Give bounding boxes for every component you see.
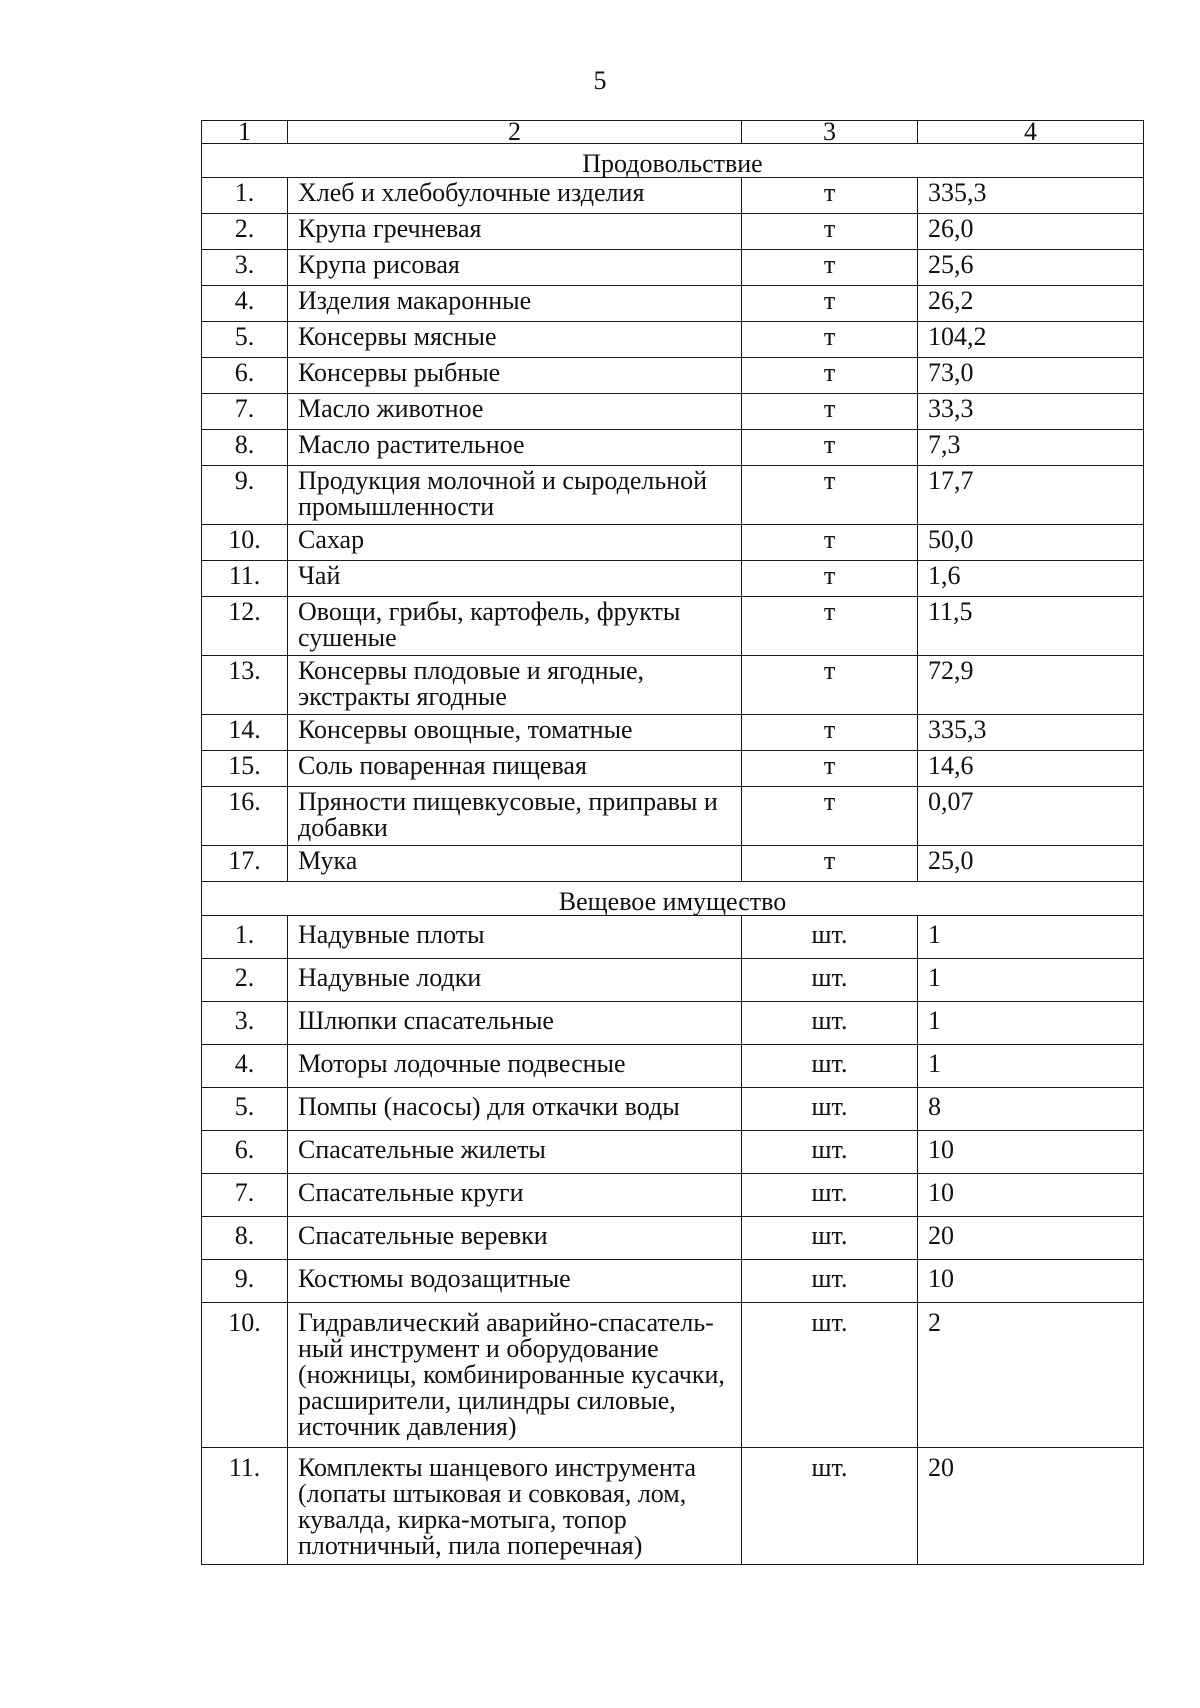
item-unit: т — [742, 846, 918, 882]
row-number: 14. — [202, 715, 288, 751]
item-name: Консервы плодовые и ягодные, экстракты ягодные — [288, 656, 742, 715]
table-row — [202, 430, 1144, 466]
item-unit: т — [742, 214, 918, 250]
item-quantity: 20 — [918, 1217, 1144, 1260]
item-name: Консервы рыбные — [288, 358, 742, 394]
item-quantity: 73,0 — [918, 358, 1144, 394]
item-unit: т — [742, 751, 918, 787]
row-number: 5. — [202, 1088, 288, 1131]
table-row — [202, 597, 1144, 656]
item-name: Крупа гречневая — [288, 214, 742, 250]
row-number: 2. — [202, 214, 288, 250]
item-name: Масло животное — [288, 394, 742, 430]
item-name: Сахар — [288, 525, 742, 561]
table-row — [202, 751, 1144, 787]
item-unit: т — [742, 787, 918, 846]
row-number: 12. — [202, 597, 288, 656]
item-quantity: 104,2 — [918, 322, 1144, 358]
row-number: 3. — [202, 1002, 288, 1045]
table-row — [202, 656, 1144, 715]
item-unit: т — [742, 597, 918, 656]
item-unit: т — [742, 561, 918, 597]
item-quantity: 1 — [918, 1002, 1144, 1045]
item-quantity: 8 — [918, 1088, 1144, 1131]
table-row — [202, 787, 1144, 846]
row-number: 4. — [202, 286, 288, 322]
item-quantity: 25,0 — [918, 846, 1144, 882]
item-name: Консервы мясные — [288, 322, 742, 358]
item-quantity: 335,3 — [918, 715, 1144, 751]
table-row — [202, 1002, 1144, 1045]
table-row — [202, 715, 1144, 751]
item-name: Продукция молочной и сыродельной промышленности — [288, 466, 742, 525]
item-name: Овощи, грибы, картофель, фрукты сушеные — [288, 597, 742, 656]
row-number: 9. — [202, 1260, 288, 1303]
column-number: 3 — [742, 121, 918, 144]
table-row — [202, 1217, 1144, 1260]
table-row — [202, 916, 1144, 959]
item-quantity: 10 — [918, 1174, 1144, 1217]
item-unit: шт. — [742, 1002, 918, 1045]
table-row — [202, 322, 1144, 358]
supply-table — [201, 117, 1144, 1565]
row-number: 1. — [202, 916, 288, 959]
item-unit: т — [742, 430, 918, 466]
item-unit: шт. — [742, 959, 918, 1002]
item-name: Комплекты шанцевого инструмента (лопаты штыковая и совковая, лом, кувалда, кирка-мотыга, топор плотничный, пила поперечная) — [288, 1448, 742, 1565]
item-unit: т — [742, 286, 918, 322]
item-name: Масло растительное — [288, 430, 742, 466]
row-number: 8. — [202, 1217, 288, 1260]
table-row — [202, 1174, 1144, 1217]
item-quantity: 20 — [918, 1448, 1144, 1565]
item-unit: шт. — [742, 1448, 918, 1565]
item-quantity: 10 — [918, 1131, 1144, 1174]
item-quantity: 11,5 — [918, 597, 1144, 656]
item-name: Пряности пищевкусовые, приправы и добавки — [288, 787, 742, 846]
item-name: Моторы лодочные подвесные — [288, 1045, 742, 1088]
item-name: Шлюпки спасательные — [288, 1002, 742, 1045]
item-quantity: 72,9 — [918, 656, 1144, 715]
item-unit: шт. — [742, 1217, 918, 1260]
item-unit: т — [742, 715, 918, 751]
row-number: 10. — [202, 525, 288, 561]
item-unit: шт. — [742, 1131, 918, 1174]
row-number: 5. — [202, 322, 288, 358]
column-number-row — [202, 121, 1144, 144]
row-number: 11. — [202, 1448, 288, 1565]
row-number: 6. — [202, 358, 288, 394]
item-quantity: 1,6 — [918, 561, 1144, 597]
row-number: 7. — [202, 394, 288, 430]
column-number: 1 — [202, 121, 288, 144]
item-unit: шт. — [742, 1260, 918, 1303]
item-quantity: 1 — [918, 959, 1144, 1002]
table-row — [202, 1131, 1144, 1174]
item-name: Изделия макаронные — [288, 286, 742, 322]
table-row — [202, 1045, 1144, 1088]
table-row — [202, 1448, 1144, 1565]
item-quantity: 335,3 — [918, 178, 1144, 214]
page-number: 5 — [593, 66, 607, 95]
item-quantity: 33,3 — [918, 394, 1144, 430]
row-number: 2. — [202, 959, 288, 1002]
section-header-row — [202, 882, 1144, 916]
item-name: Крупа рисовая — [288, 250, 742, 286]
table-row — [202, 394, 1144, 430]
item-name: Спасательные круги — [288, 1174, 742, 1217]
item-quantity: 10 — [918, 1260, 1144, 1303]
section-title: Вещевое имущество — [202, 882, 1144, 916]
item-name: Консервы овощные, томатные — [288, 715, 742, 751]
item-quantity: 25,6 — [918, 250, 1144, 286]
item-unit: шт. — [742, 1045, 918, 1088]
item-name: Надувные лодки — [288, 959, 742, 1002]
item-name: Спасательные жилеты — [288, 1131, 742, 1174]
item-unit: т — [742, 525, 918, 561]
item-quantity: 2 — [918, 1303, 1144, 1448]
item-unit: шт. — [742, 1174, 918, 1217]
row-number: 15. — [202, 751, 288, 787]
table-row — [202, 178, 1144, 214]
table-row — [202, 358, 1144, 394]
item-unit: т — [742, 322, 918, 358]
row-number: 6. — [202, 1131, 288, 1174]
row-number: 9. — [202, 466, 288, 525]
item-quantity: 1 — [918, 916, 1144, 959]
item-quantity: 0,07 — [918, 787, 1144, 846]
item-unit: т — [742, 466, 918, 525]
table-row — [202, 214, 1144, 250]
item-quantity: 26,0 — [918, 214, 1144, 250]
section-title: Продовольствие — [202, 144, 1144, 178]
item-unit: т — [742, 656, 918, 715]
table-row — [202, 1303, 1144, 1448]
row-number: 16. — [202, 787, 288, 846]
item-name: Гидравлический аварийно-спасатель-ный инструмент и оборудование (ножницы, комбинированные кусачки, расширители, цилиндры силовые, источник давления) — [288, 1303, 742, 1448]
item-name: Помпы (насосы) для откачки воды — [288, 1088, 742, 1131]
table-row — [202, 846, 1144, 882]
row-number: 4. — [202, 1045, 288, 1088]
column-number: 4 — [918, 121, 1144, 144]
item-name: Чай — [288, 561, 742, 597]
item-quantity: 50,0 — [918, 525, 1144, 561]
section-header-row — [202, 144, 1144, 178]
item-name: Спасательные веревки — [288, 1217, 742, 1260]
row-number: 11. — [202, 561, 288, 597]
item-name: Мука — [288, 846, 742, 882]
row-number: 1. — [202, 178, 288, 214]
table-row — [202, 959, 1144, 1002]
row-number: 13. — [202, 656, 288, 715]
item-unit: шт. — [742, 1303, 918, 1448]
table-row — [202, 1260, 1144, 1303]
row-number: 3. — [202, 250, 288, 286]
row-number: 7. — [202, 1174, 288, 1217]
item-name: Соль поваренная пищевая — [288, 751, 742, 787]
table-row — [202, 525, 1144, 561]
item-name: Костюмы водозащитные — [288, 1260, 742, 1303]
table-body — [202, 117, 1144, 1565]
item-unit: шт. — [742, 916, 918, 959]
row-number: 10. — [202, 1303, 288, 1448]
row-number: 8. — [202, 430, 288, 466]
table-row — [202, 250, 1144, 286]
table-row — [202, 1088, 1144, 1131]
item-unit: т — [742, 394, 918, 430]
item-unit: шт. — [742, 1088, 918, 1131]
item-name: Хлеб и хлебобулочные изделия — [288, 178, 742, 214]
item-quantity: 17,7 — [918, 466, 1144, 525]
item-unit: т — [742, 178, 918, 214]
item-quantity: 7,3 — [918, 430, 1144, 466]
item-quantity: 14,6 — [918, 751, 1144, 787]
item-name: Надувные плоты — [288, 916, 742, 959]
table-row — [202, 466, 1144, 525]
table-row — [202, 286, 1144, 322]
item-quantity: 26,2 — [918, 286, 1144, 322]
item-unit: т — [742, 358, 918, 394]
item-quantity: 1 — [918, 1045, 1144, 1088]
table-row — [202, 561, 1144, 597]
item-unit: т — [742, 250, 918, 286]
row-number: 17. — [202, 846, 288, 882]
column-number: 2 — [288, 121, 742, 144]
